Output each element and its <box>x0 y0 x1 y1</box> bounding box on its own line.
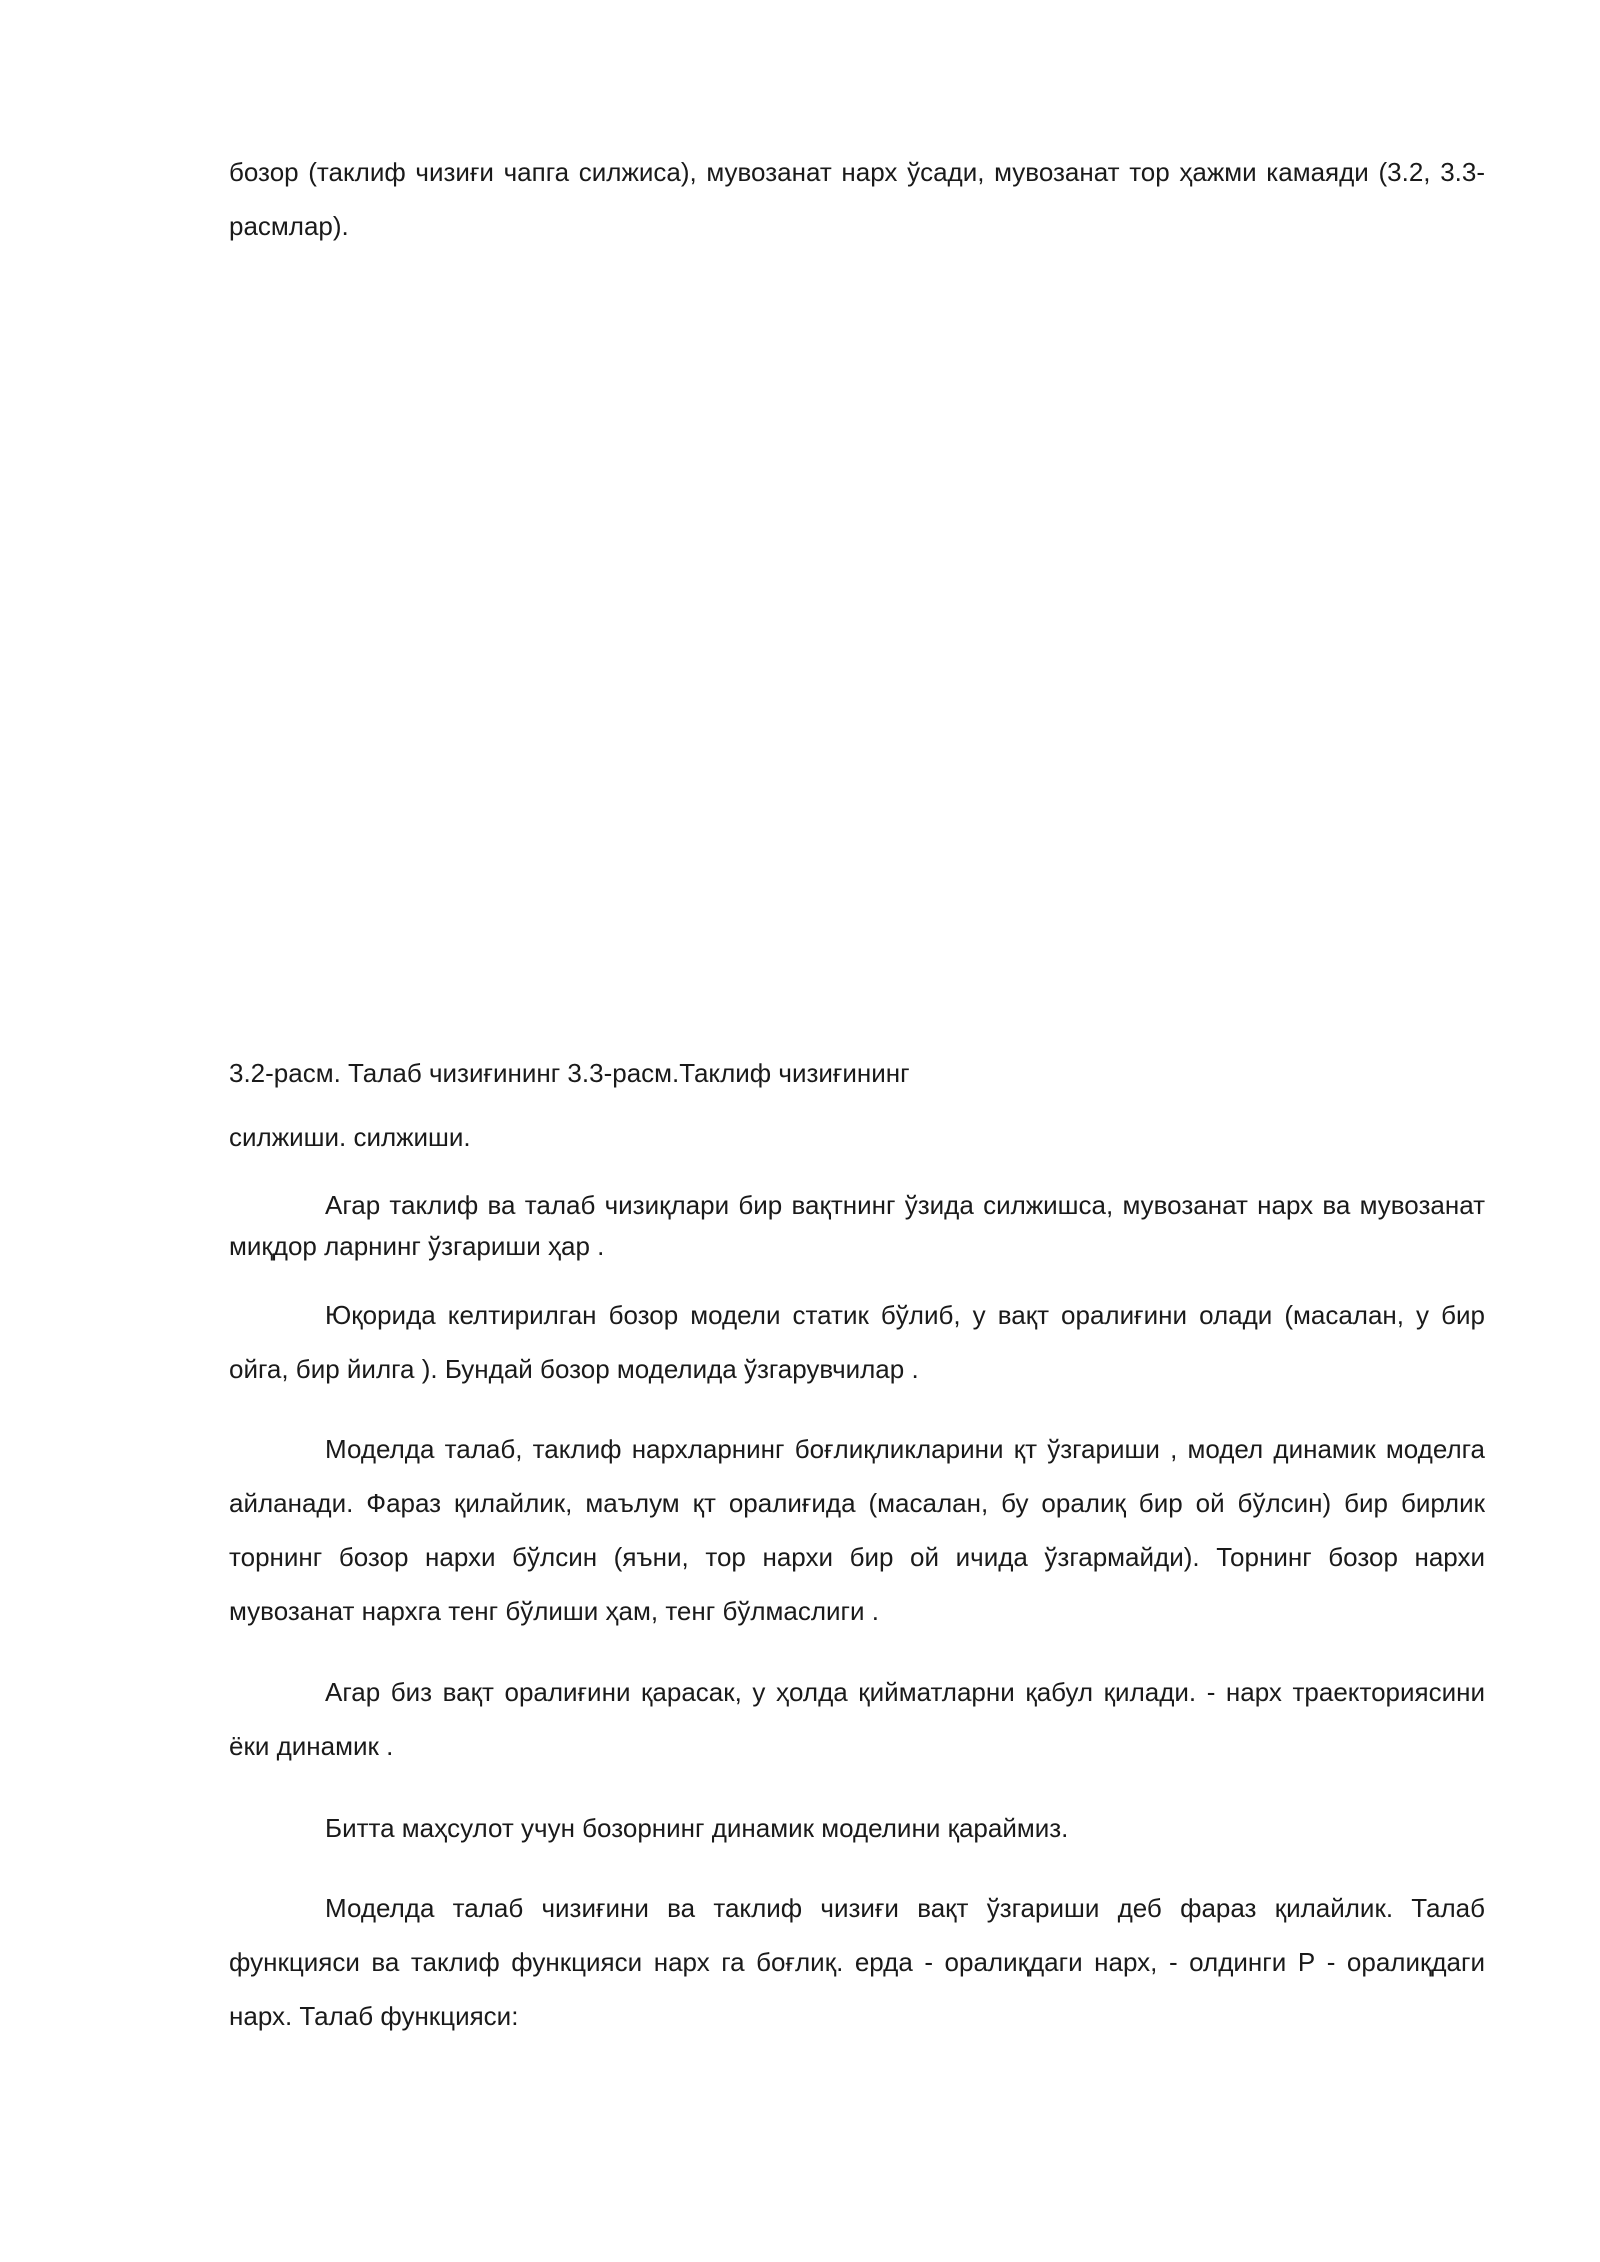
paragraph-single-product: Битта маҳсулот учун бозорнинг динамик моделини қараймиз. <box>325 1813 1069 1843</box>
paragraph-shift: Агар таклиф ва талаб чизиқлари бир вақтнинг ўзида силжишса, мувозанат нарх ва мувозанат миқдор ларнинг ўзгариши ҳар . <box>229 1190 1485 1261</box>
figure-caption-line1: 3.2-расм. Талаб чизиғининг 3.3-расм.Таклиф чизиғининг <box>229 1058 910 1088</box>
paragraph-trajectory: Агар биз вақт оралиғини қарасак, у ҳолда қийматларни қабул қилади. - нарх траекториясини ёки динамик . <box>229 1677 1485 1761</box>
paragraph-demand-function: Моделда талаб чизиғини ва таклиф чизиғи вақт ўзгариши деб фараз қилайлик. Талаб функцияси ва таклиф функцияси нарх га боғлиқ. ерда - оралиқдаги нарх, - олдинги Р - оралиқдаги нарх. Талаб функцияси: <box>229 1893 1485 2031</box>
figure-caption-line2: силжиши. силжиши. <box>229 1122 471 1152</box>
paragraph-intro: бозор (таклиф чизиғи чапга силжиса), мувозанат нарх ўсади, мувозанат тор ҳажми камаяди (3.2, 3.3-расмлар). <box>229 157 1485 241</box>
paragraph-static-model: Юқорида келтирилган бозор модели статик бўлиб, у вақт оралиғини олади (масалан, у бир ойга, бир йилга ). Бундай бозор моделида ўзгарувчилар . <box>229 1300 1485 1384</box>
paragraph-dynamic-model: Моделда талаб, таклиф нархларнинг боғлиқликларини қт ўзгариши , модел динамик моделга айланади. Фараз қилайлик, маълум қт оралиғида (масалан, бу оралиқ бир ой бўлсин) бир бирлик торнинг бозор нархи бўлсин (яъни, тор нархи бир ой ичида ўзгармайди). Торнинг бозор нархи мувозанат нархга тенг бўлиши ҳам, тенг бўлмаслиги . <box>229 1434 1485 1626</box>
figure-area <box>229 270 1485 1030</box>
